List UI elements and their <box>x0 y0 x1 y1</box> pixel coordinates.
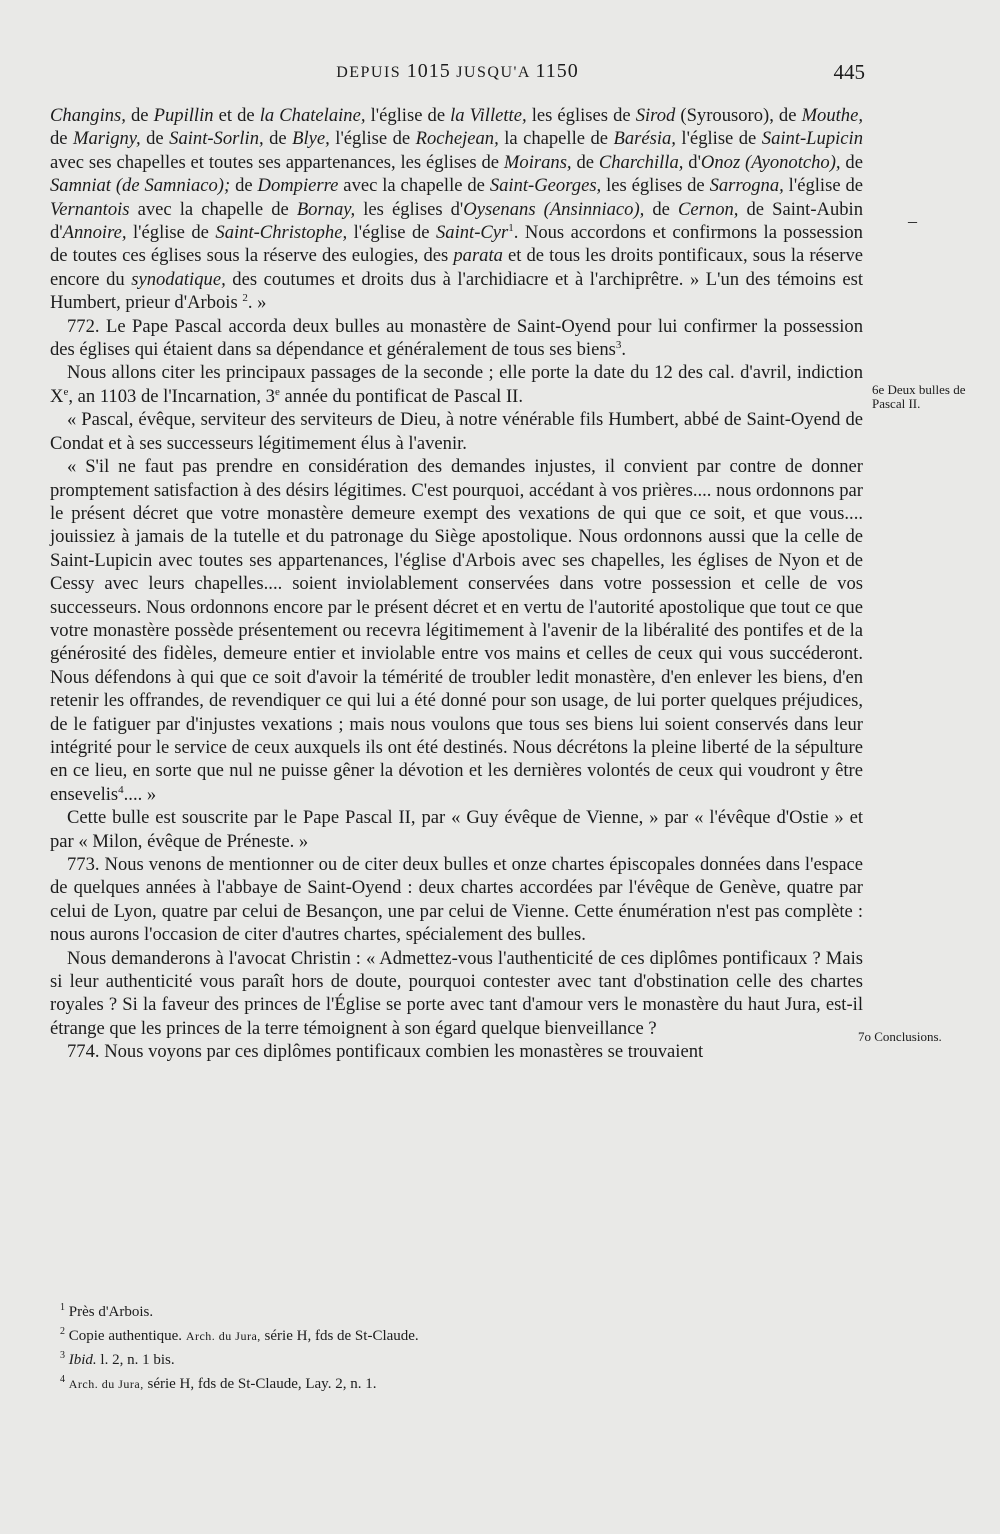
paragraph-773: 773. Nous venons de mentionner ou de citer deux bulles et onze chartes épiscopales données dans l'espace de quelques années à l'abbaye de Saint-Oyend : deux chartes accordées par l'évêque de Genève, quatre par celui de Lyon, quatre par celui de Besançon, une par celui de Vienne. Cette énumération n'est pas complète : nous aurons l'occasion de citer d'autres chartes, spécialement des bulles. <box>50 854 863 946</box>
paragraph-date: Nous allons citer les principaux passages de la seconde ; elle porte la date du 12 des cal. d'avril, indiction Xe, an 1103 de l'Incarnation, 3e année du pontificat de Pascal II. <box>50 362 863 407</box>
paragraph-774: 774. Nous voyons par ces diplômes pontificaux combien les monastères se trouvaient <box>67 1041 704 1063</box>
footnote-ref-3: 3 <box>615 338 622 351</box>
footnotes <box>60 1298 860 1394</box>
paragraph-772: 772. Le Pape Pascal accorda deux bulles au monastère de Saint-Oyend pour lui confirmer la possession des églises qui étaient dans sa dépendance et généralement de tous ses biens$^3$. <box>50 315 863 361</box>
paragraph-salutation: « Pascal, évêque, serviteur des serviteurs de Dieu, à notre vénérable fils Humbert, abbé de Saint-Oyend de Condat et à ses successeurs légitimement élus à l'avenir. <box>50 409 863 454</box>
footnote-ref-4: 4 <box>118 783 124 796</box>
paragraph-question: Nous demanderons à l'avocat Christin : « Admettez-vous l'authenticité de ces diplômes pontificaux ? Mais si leur authenticité vous paraît hors de doute, pourquoi contester avec tant d'obstination celle des chartes royales ? Si la faveur des princes de l'Église se porte avec tant d'amour vers le monastère du haut Jura, est-il étrange que les princes de la terre témoignent à son égard quelque bienveillance ? <box>50 947 863 1039</box>
footnote-4: $^4$ Arch. du Jura, série H, fds de St-Claude, Lay. 2, n. 1. <box>60 1374 377 1392</box>
running-header <box>50 60 865 90</box>
footnote-1: $^1$ Près d'Arbois. <box>60 1302 154 1320</box>
footnote-2: $^2$ Copie authentique. Arch. du Jura, série H, fds de St-Claude. <box>60 1326 419 1344</box>
paragraph-1: Changins, de Pupillin et de la Chatelaine, l'église de la Villette, les églises de Sirod (Syrousoro), de Mouthe, de Marigny, de Saint-Sorlin, de Blye, l'église de Rochejean, la chapelle de Barésia, l'église de Saint-Lupicin avec ses chapelles et toutes ses appartenances, les églises de Moirans, de Charchilla, d'Onoz (Ayonotcho), de Samniat (de Samniaco); de Dompierre avec la chapelle de Saint-Georges, les églises de Sarrogna, l'église de Vernantois avec la chapelle de Bornay, les églises d'Oysenans (Ansinniaco), de Cernon, de Saint-Aubin d'Annoire, l'église de Saint-Christophe, l'église de Saint-Cyr$^1$. Nous accordons et confirmons la possession de toutes ces églises sous la réserve des eulogies, des parata et de tous les droits pontificaux, sous la réserve encore du synodatique, des coutumes et droits dus à l'archidiacre et à l'archiprêtre. » L'un des témoins est Humbert, prieur d'Arbois $^2$. » <box>50 105 864 314</box>
paragraph-bull-text: « S'il ne faut pas prendre en considération des demandes injustes, il convient par contre de donner promptement satisfaction à des désirs légitimes. C'est pourquoi, accédant à vos prières.... nous ordonnons par le présent décret que votre monastère demeure exempt des vexations de qui que ce soit, et que vous.... jouissiez à jamais de la tutelle et du patronage du Siège apostolique. Nous ordonnons aussi que la celle de Saint-Lupicin avec toutes ses appartenances, l'église d'Arbois avec ses chapelles, les églises de Nyon et de Cessy avec leurs chapelles.... soient inviolablement conservées dans votre possession et celle de vos successeurs. Nous ordonnons encore par le présent décret et en vertu de l'autorité apostolique que tout ce que votre monastère possède présentement ou recevra légitimement à l'avenir de la libéralité des pontifes et de la générosité des fidèles, demeure entier et inviolable entre vos mains et celles de ceux qui vous succéderont. Nous défendons à qui que ce soit d'avoir la témérité de troubler ledit monastère, d'en enlever les biens, d'en retenir les offrandes, de revendiquer ce qui lui a été donné pour son usage, de lui porter quelques préjudices, de le fatiguer par d'injustes vexations ; mais nous voulons que tous ses biens lui soient conservés dans leur intégrité pour le service de ceux auxquels ils ont été destinés. Nous décrétons la pleine liberté de la sépulture en ce lieu, en sorte que nul ne puisse gêner la dévotion et les dernières volontés de ceux qui voudront y être ensevelis$^4$.... » <box>50 456 863 805</box>
paragraph-subscription: Cette bulle est souscrite par le Pape Pascal II, par « Guy évêque de Vienne, » par « l'évêque d'Ostie » et par « Milon, évêque de Préneste. » <box>50 807 863 852</box>
footnote-3: $^3$ Ibid. l. 2, n. 1 bis. <box>60 1350 175 1368</box>
margin-note-conclusions: 7o Conclusions. <box>858 1029 942 1044</box>
margin-note-deux-bulles: 6e Deux bulles de Pascal II. <box>872 382 966 411</box>
margin-dash: – <box>908 211 917 231</box>
main-text <box>50 104 863 1064</box>
running-title: DEPUIS 1015 JUSQU'A 1150 <box>336 60 579 82</box>
page-number: 445 <box>833 60 865 84</box>
footnote-ref-1: 1 <box>508 221 514 234</box>
footnote-ref-2: 2 <box>242 292 248 305</box>
